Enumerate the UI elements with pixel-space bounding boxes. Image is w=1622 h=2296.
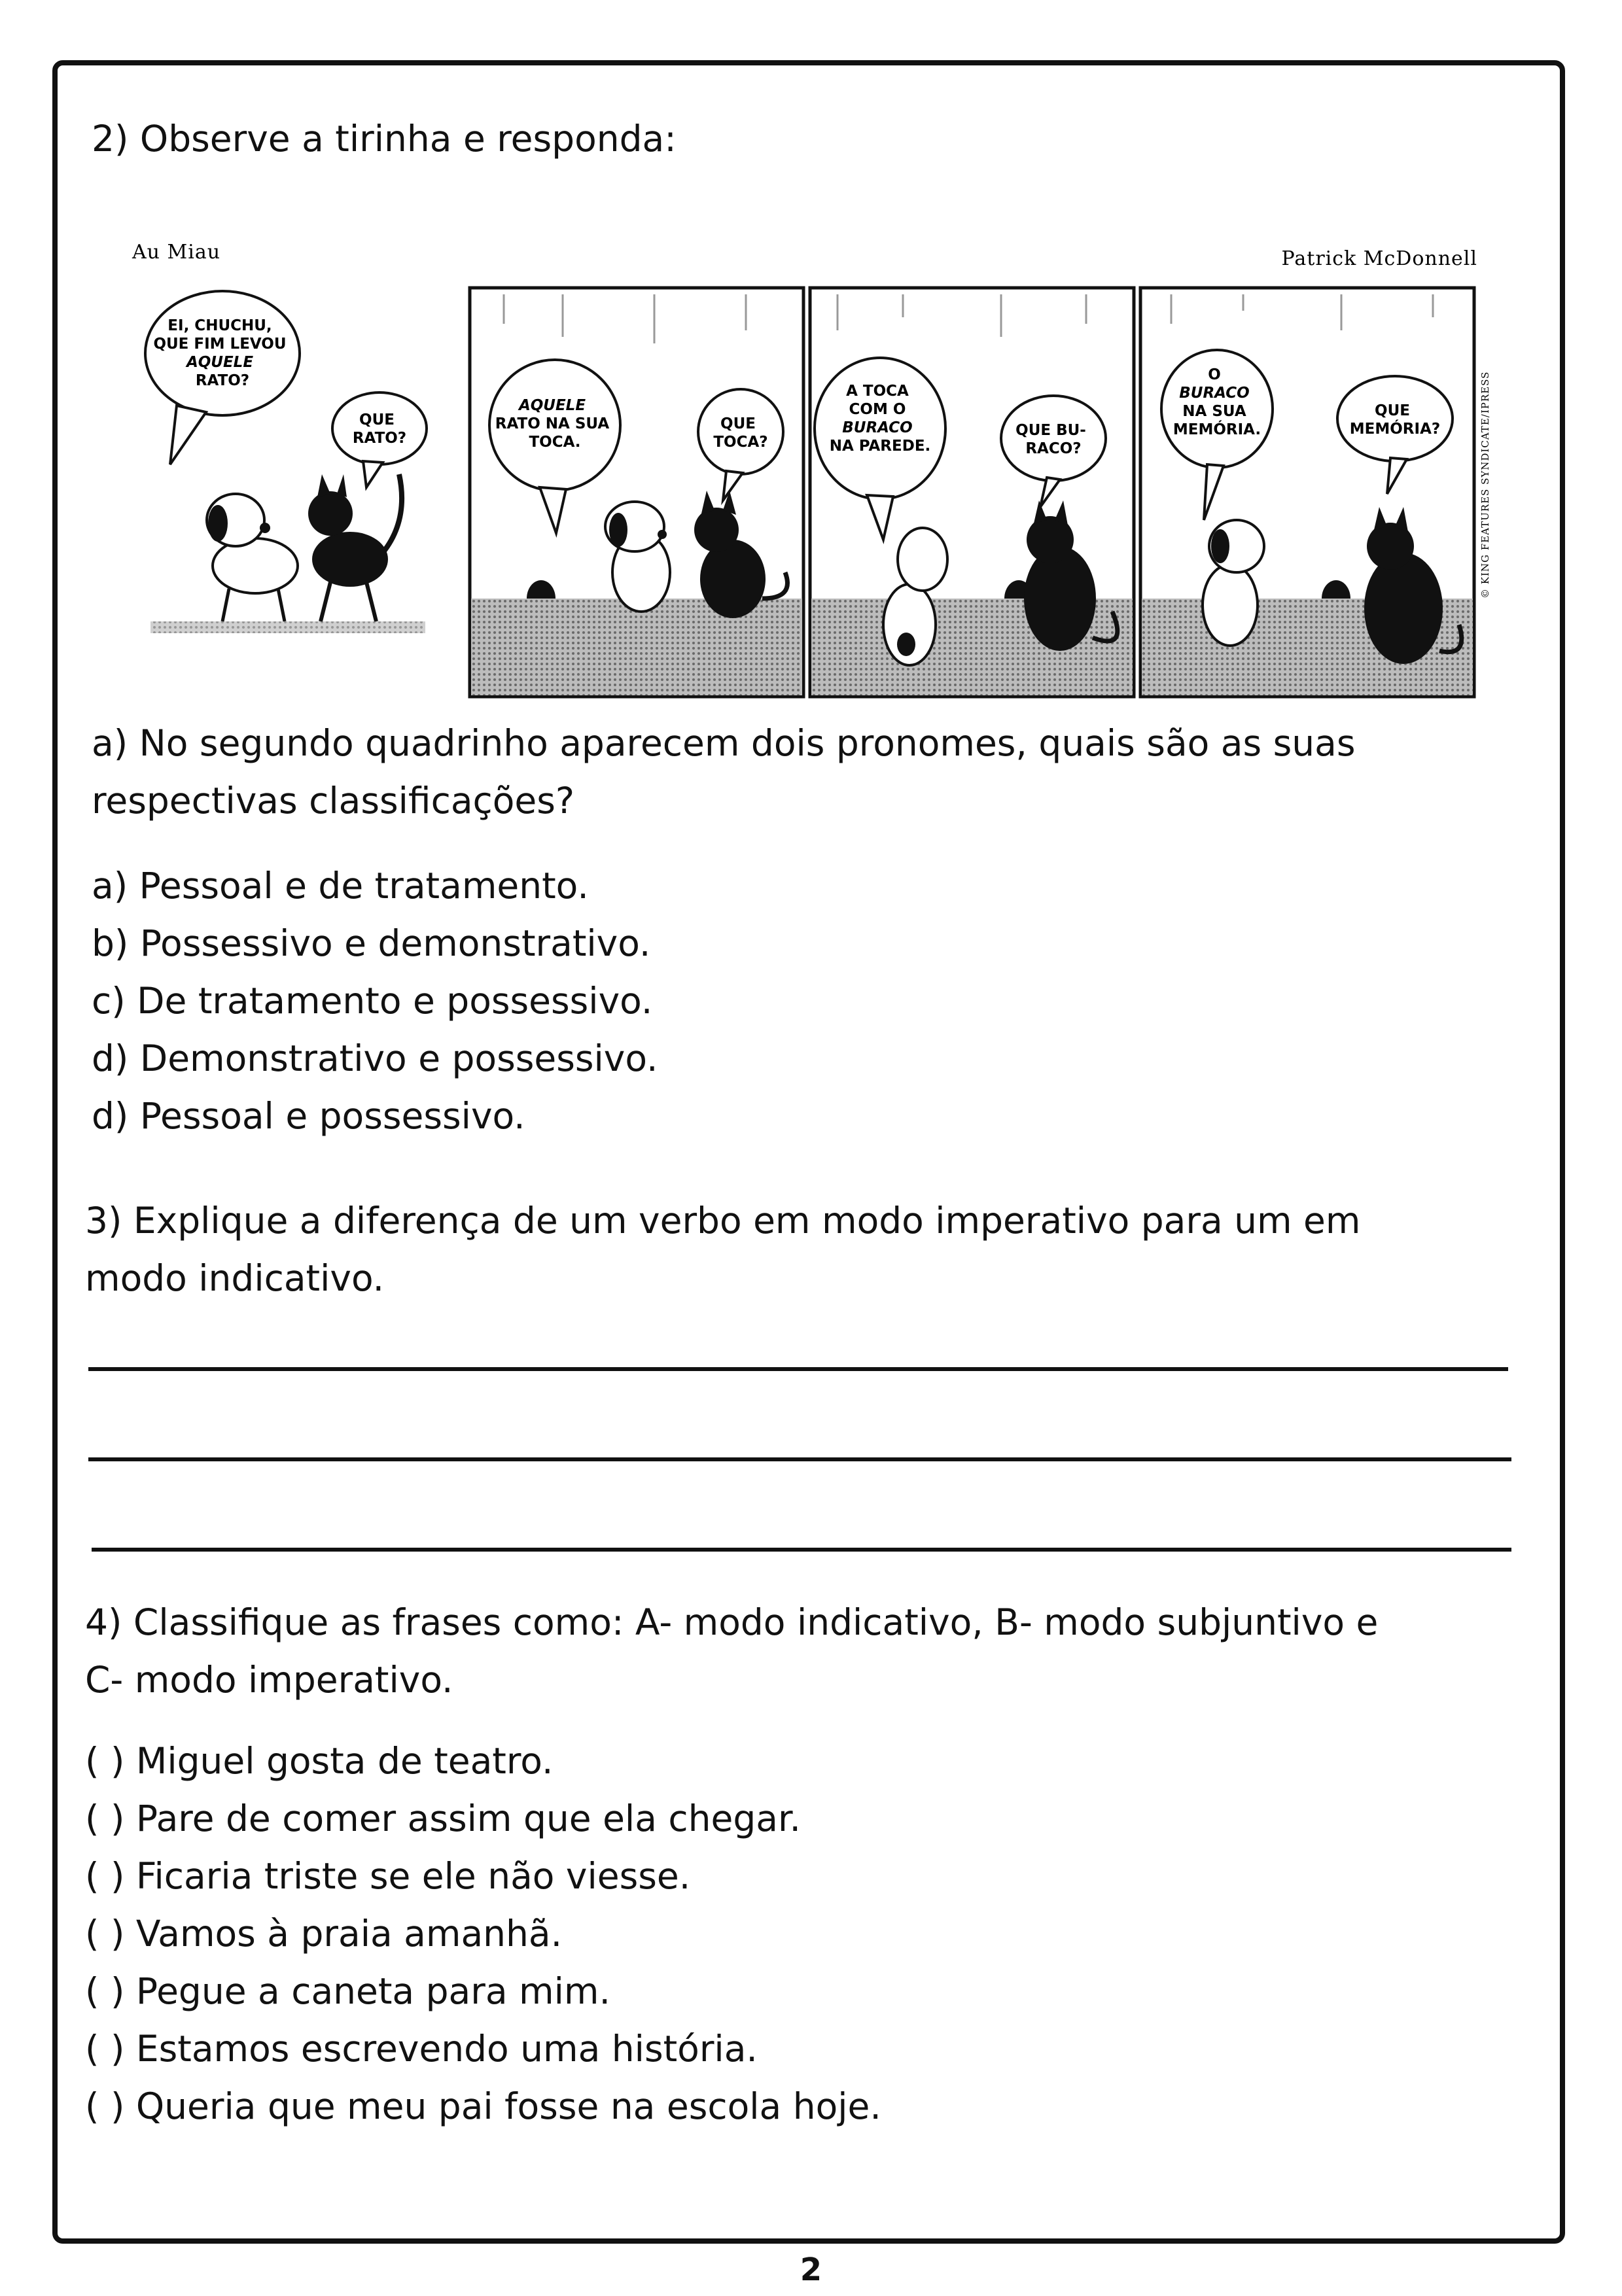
panel-1-dog-line-1: EI, CHUCHU, — [167, 317, 272, 334]
option-a: a) Pessoal e de tratamento. — [92, 865, 589, 907]
comic-panel-4 — [1140, 288, 1474, 697]
panel-3-dog-line-4: NA PAREDE. — [829, 438, 931, 455]
option-d2: d) Pessoal e possessivo. — [92, 1095, 525, 1137]
option-c: c) De tratamento e possessivo. — [92, 980, 653, 1022]
comic-title: Au Miau — [132, 241, 221, 264]
panel-1-dog-line-3: AQUELE — [186, 354, 254, 371]
panel-4-dog-line-4: MEMÓRIA. — [1172, 421, 1261, 438]
comic-strip — [131, 232, 1491, 703]
answer-line[interactable] — [88, 1367, 1508, 1371]
panel-3-cat-line-2: RACO? — [1025, 440, 1082, 457]
panel-3-dog-line-2: COM O — [849, 401, 906, 418]
panel-1-cat-line-2: RATO? — [352, 430, 407, 447]
panel-4-dog-line-1: O — [1208, 366, 1221, 383]
panel-2-dog-line-1: AQUELE — [518, 397, 586, 414]
comic-panel-3 — [810, 288, 1134, 697]
panel-4-dog-line-2: BURACO — [1179, 385, 1250, 402]
sentence-item: ( ) Pegue a caneta para mim. — [85, 1970, 610, 2012]
sentence-item: ( ) Pare de comer assim que ela chegar. — [85, 1798, 801, 1839]
panel-4-cat-line-1: QUE — [1375, 402, 1410, 419]
panel-3-dog-line-3: BURACO — [842, 419, 913, 436]
question-2a-line-2: respectivas classificações? — [92, 780, 575, 822]
panel-3-dog-line-1: A TOCA — [846, 383, 909, 400]
panel-2-dog-line-2: RATO NA SUA — [495, 415, 610, 432]
option-b: b) Possessivo e demonstrativo. — [92, 922, 651, 964]
panel-2-dog-line-3: TOCA. — [529, 434, 581, 451]
comic-copyright: © KING FEATURES SYNDICATE/IPRESS — [1479, 371, 1491, 599]
answer-line[interactable] — [92, 1548, 1511, 1552]
comic-author: Patrick McDonnell — [1281, 247, 1477, 270]
comic-panel-2 — [470, 288, 803, 697]
panel-2-cat-line-1: QUE — [720, 415, 756, 432]
answer-line[interactable] — [88, 1457, 1511, 1461]
panel-1-dog-line-2: QUE FIM LEVOU — [153, 336, 287, 353]
option-d: d) Demonstrativo e possessivo. — [92, 1037, 658, 1079]
question-4-line-1: 4) Classifique as frases como: A- modo indicativo, B- modo subjuntivo e — [85, 1601, 1379, 1643]
question-4-line-2: C- modo imperativo. — [85, 1659, 453, 1701]
question-2a-line-1: a) No segundo quadrinho aparecem dois pronomes, quais são as suas — [92, 722, 1356, 764]
question-2-title: 2) Observe a tirinha e responda: — [92, 118, 677, 160]
page-number: 2 — [800, 2252, 822, 2288]
panel-1-cat-line-1: QUE — [359, 411, 395, 428]
panel-4-dog-line-3: NA SUA — [1182, 403, 1246, 420]
sentence-item: ( ) Miguel gosta de teatro. — [85, 1740, 554, 1782]
panel-3-cat-line-1: QUE BU- — [1015, 422, 1086, 439]
panel-2-cat-line-2: TOCA? — [713, 434, 768, 451]
sentence-item: ( ) Queria que meu pai fosse na escola hoje. — [85, 2085, 881, 2127]
question-3-line-2: modo indicativo. — [85, 1257, 385, 1299]
comic-panel-1 — [145, 291, 427, 633]
sentence-item: ( ) Estamos escrevendo uma história. — [85, 2028, 758, 2070]
sentence-item: ( ) Ficaria triste se ele não viesse. — [85, 1855, 691, 1897]
sentence-item: ( ) Vamos à praia amanhã. — [85, 1913, 563, 1955]
panel-4-cat-line-2: MEMÓRIA? — [1349, 421, 1441, 438]
question-3-line-1: 3) Explique a diferença de um verbo em modo imperativo para um em — [85, 1200, 1361, 1242]
panel-1-dog-line-4: RATO? — [195, 372, 250, 389]
